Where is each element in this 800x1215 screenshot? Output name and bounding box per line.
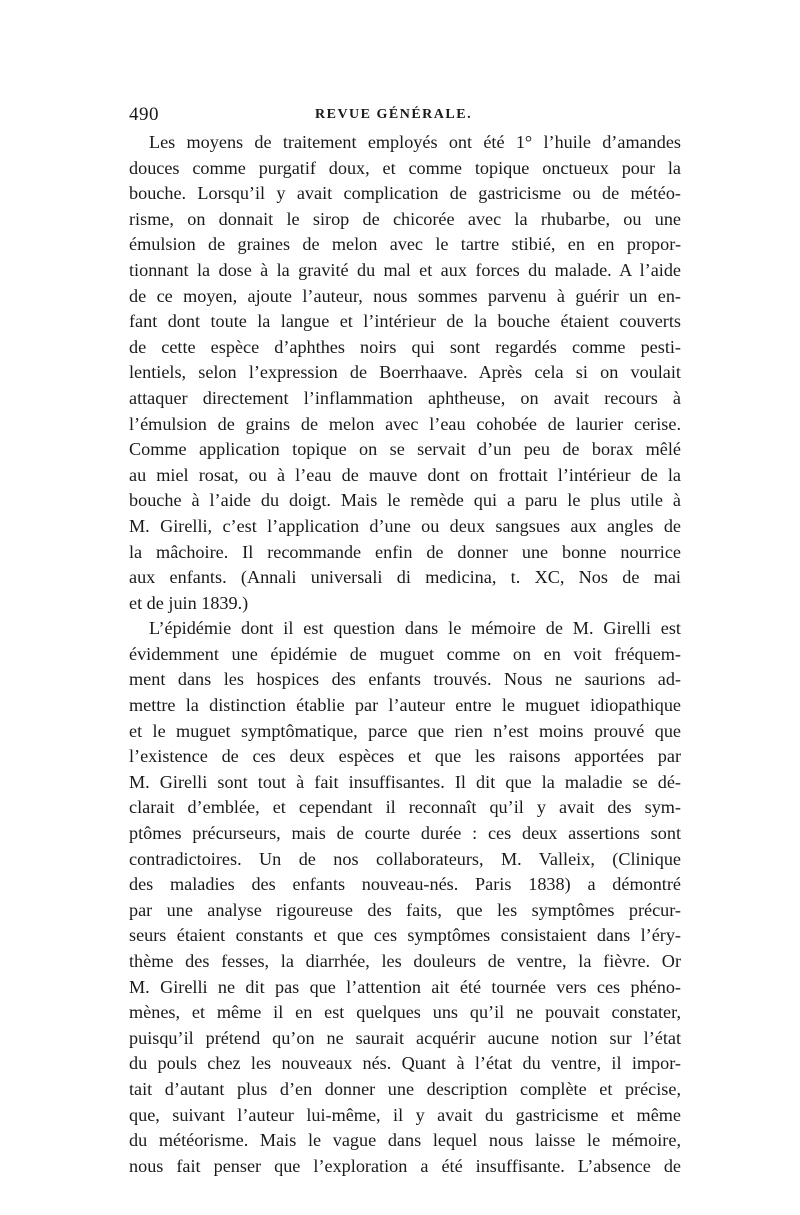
text-line: thème des fesses, la diarrhée, les douleurs de ventre, la fièvre. Or [129, 951, 681, 971]
text-line: attaquer directement l’inflammation aphtheuse, on avait recours à [129, 387, 681, 408]
text-line: aux enfants. (Annali universali di medicina, t. XC, Nos de mai [129, 567, 681, 588]
text-line: ptômes précurseurs, mais de courte durée : ces deux assertions sont [129, 823, 681, 844]
text-line: du pouls chez les nouveaux nés. Quant à l’état du ventre, il impor- [129, 1053, 681, 1074]
text-line: M. Girelli, c’est l’application d’une ou deux sangsues aux angles de [129, 515, 681, 536]
text-line: nous fait penser que l’exploration a été insuffisante. L’absence de [129, 1155, 681, 1176]
text-line: M. Girelli sont tout à fait insuffisantes. Il dit que la maladie se dé- [129, 771, 681, 792]
text-line: mènes, et même il en est quelques uns qu’il ne pouvait constater, [129, 1002, 681, 1023]
text-line: l’existence de ces deux espèces et que les raisons apportées par [129, 746, 681, 767]
text-line: que, suivant l’auteur lui-même, il y avait du gastricisme et même [129, 1104, 681, 1125]
text-line: bouche. Lorsqu’il y avait complication de gastricisme ou de météo- [129, 183, 681, 204]
text-line: Les moyens de traitement employés ont été 1° l’huile d’amandes [149, 132, 681, 152]
text-line: de ce moyen, ajoute l’auteur, nous sommes parvenu à guérir un en- [129, 285, 681, 306]
running-head: REVUE GÉNÉRALE. [315, 107, 473, 122]
text-line: évidemment une épidémie de muguet comme on en voit fréquem- [129, 643, 681, 664]
text-line: douces comme purgatif doux, et comme topique onctueux pour la [129, 157, 681, 178]
text-line: bouche à l’aide du doigt. Mais le remède qui a paru le plus utile à [129, 490, 681, 511]
text-line: du météorisme. Mais le vague dans lequel nous laisse le mémoire, [129, 1130, 681, 1151]
text-line: des maladies des enfants nouveau-nés. Paris 1838) a démontré [129, 874, 681, 895]
text-line: la mâchoire. Il recommande enfin de donner une bonne nourrice [129, 541, 681, 562]
text-line: au miel rosat, ou à l’eau de mauve dont on frottait l’intérieur de la [129, 464, 681, 485]
text-line: ment dans les hospices des enfants trouvés. Nous ne saurions ad- [129, 669, 681, 690]
text-line: risme, on donnait le sirop de chicorée avec la rhubarbe, ou une [129, 208, 681, 229]
text-line: contradictoires. Un de nos collaborateurs, M. Valleix, (Clinique [129, 848, 681, 869]
text-line: seurs étaient constants et que ces symptômes consistaient dans l’éry- [129, 925, 681, 946]
text-line: tionnant la dose à la gravité du mal et aux forces du malade. A l’aide [129, 259, 681, 280]
text-line: clarait d’emblée, et cependant il reconnaît qu’il y avait des sym- [129, 797, 681, 818]
paragraph-treatment [129, 130, 681, 616]
text-line: mettre la distinction établie par l’auteur entre le muguet idiopathique [129, 695, 681, 716]
text-line: par une analyse rigoureuse des faits, que les symptômes précur- [129, 899, 681, 920]
text-line: L’épidémie dont il est question dans le mémoire de M. Girelli est [149, 618, 681, 639]
page-number: 490 [129, 104, 159, 125]
body-text [129, 130, 681, 1179]
text-line: M. Girelli ne dit pas que l’attention ait été tournée vers ces phéno- [129, 976, 681, 997]
text-line: puisqu’il prétend qu’on ne saurait acquérir aucune notion sur l’état [129, 1027, 681, 1048]
text-line: tait d’autant plus d’en donner une description complète et précise, [129, 1078, 681, 1099]
text-line: fant dont toute la langue et l’intérieur de la bouche étaient couverts [129, 311, 681, 332]
text-line: et le muguet symptômatique, parce que rien n’est moins prouvé que [129, 720, 681, 741]
text-line: l’émulsion de grains de melon avec l’eau cohobée de laurier cerise. [129, 413, 681, 434]
text-line: Comme application topique on se servait d’un peu de borax mêlé [129, 439, 681, 460]
text-line: lentiels, selon l’expression de Boerrhaave. Après cela si on voulait [129, 362, 681, 383]
text-line: et de juin 1839.) [129, 592, 249, 613]
text-line: de cette espèce d’aphthes noirs qui sont regardés comme pesti- [129, 336, 681, 357]
paragraph-commentary [129, 616, 681, 1179]
text-line: émulsion de graines de melon avec le tartre stibié, en en propor- [129, 234, 681, 255]
